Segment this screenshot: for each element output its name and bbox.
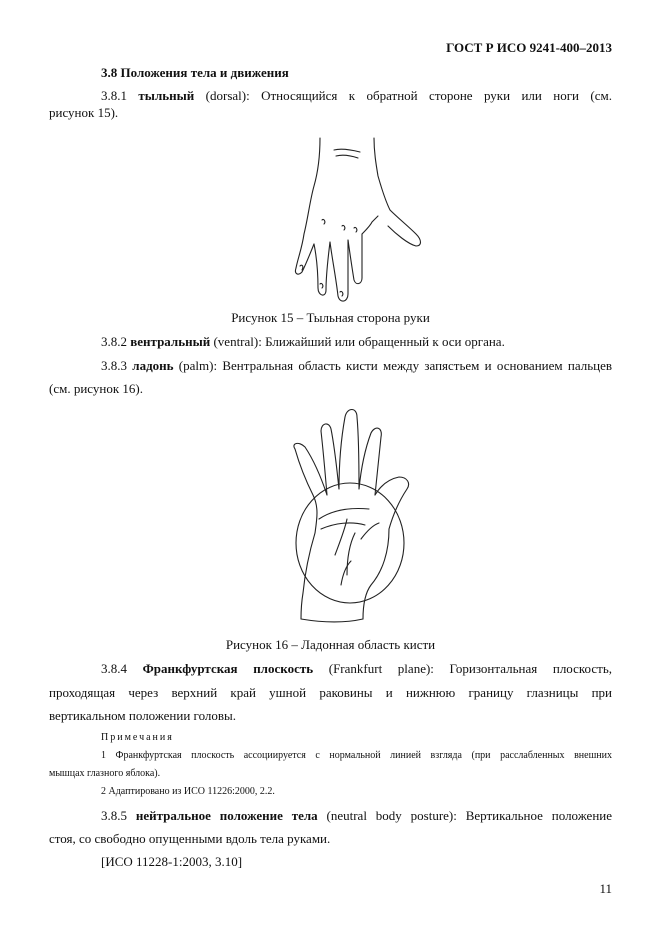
figure-16-hand-palmar (285, 405, 445, 630)
term-definition: (Frankfurt plane): Горизонтальная плоскость, (328, 661, 613, 676)
term-definition: (neutral body posture): Вертикальное положение (326, 808, 612, 823)
term-3-8-2 (101, 330, 505, 353)
page-number: 11 (599, 881, 612, 896)
term-3-8-1 (101, 84, 612, 107)
term-3-8-4-line3: вертикальном положении головы. (49, 708, 237, 723)
term-definition: (ventral): Ближайший или обращенный к оси органа. (213, 334, 505, 349)
term-3-8-3-cont: (см. рисунок 16). (49, 381, 143, 396)
term-definition: (dorsal): Относящийся к обратной стороне руки или ноги (см. (205, 88, 612, 103)
term-number: 3.8.5 (101, 808, 127, 823)
figure-16-caption: Рисунок 16 – Ладонная область кисти (225, 637, 436, 652)
figure-15-caption: Рисунок 15 – Тыльная сторона руки (231, 310, 430, 325)
term-name: тыльный (138, 88, 195, 103)
term-3-8-4-line2: проходящая через верхний край ушной раковины и нижнюю границу глазницы при (49, 685, 612, 700)
term-3-8-1-cont: рисунок 15). (49, 105, 119, 120)
note-1-cont: мышцах глазного яблока). (49, 768, 161, 779)
document-code: ГОСТ Р ИСО 9241-400–2013 (446, 40, 612, 55)
term-name: нейтральное положение тела (135, 808, 318, 823)
term-3-8-5 (101, 804, 612, 827)
term-name: вентральный (130, 334, 211, 349)
term-number: 3.8.4 (101, 661, 127, 676)
term-name: Франкфуртская плоскость (142, 661, 314, 676)
term-name: ладонь (132, 358, 174, 373)
term-number: 3.8.1 (101, 88, 127, 103)
note-2: 2 Адаптировано из ИСО 11226:2000, 2.2. (101, 786, 275, 797)
term-3-8-4 (101, 657, 612, 680)
term-number: 3.8.2 (101, 334, 127, 349)
term-3-8-5-ref: [ИСО 11228-1:2003, 3.10] (101, 854, 243, 869)
term-3-8-5-line2: стоя, со свободно опущенными вдоль тела руками. (49, 831, 331, 846)
note-1: 1 Франкфуртская плоскость ассоциируется с нормальной линией взгляда (при расслабленных внешних (101, 750, 612, 761)
section-title-text: 3.8 Положения тела и движения (101, 65, 289, 80)
term-definition: (palm): Вентральная область кисти между запястьем и основанием пальцев (178, 358, 613, 373)
notes-heading: Примечания (101, 732, 174, 743)
term-3-8-3 (101, 354, 612, 377)
figure-15-hand-dorsal (290, 130, 430, 305)
term-number: 3.8.3 (101, 358, 127, 373)
section-title (101, 61, 289, 84)
